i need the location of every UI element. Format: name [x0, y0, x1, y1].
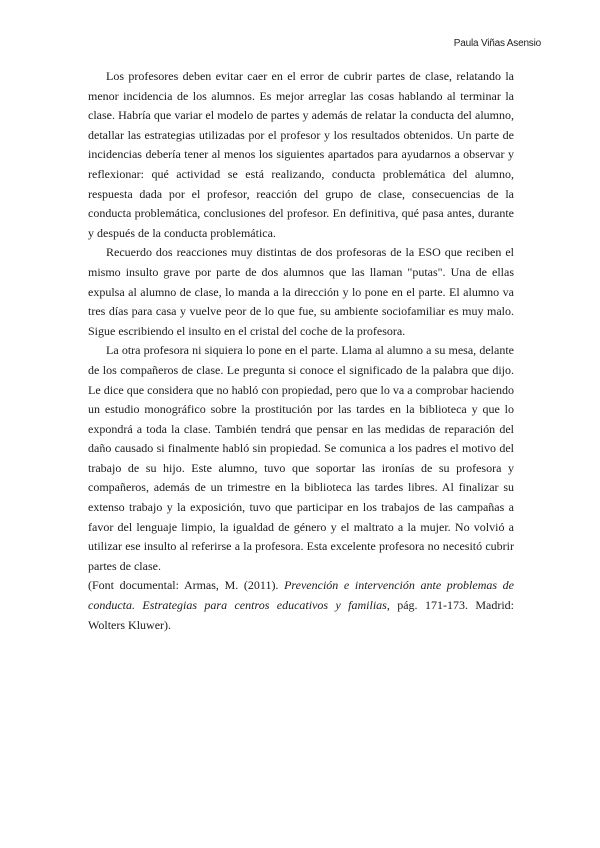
body-text [88, 67, 514, 635]
paragraph-3: La otra profesora ni siquiera lo pone en el parte. Llama al alumno a su mesa, delante de los compañeros de clase. Le pregunta si conoce el significado de la palabra que dijo. Le dice que considera que no habló con propiedad, pero que lo va a comprobar haciendo un estudio monográfico sobre la prostitución por las tardes en la biblioteca y que lo expondrá a toda la clase. También tendrá que pensar en las medidas de reparación del daño causado si finalmente habló sin propiedad. Se comunica a los padres el motivo del trabajo de su hijo. Este alumno, tuvo que soportar las ironías de su profesora y compañeros, además de un trimestre en la biblioteca las tardes libres. Al finalizar su extenso trabajo y la exposición, tuvo que participar en los trabajos de las campañas a favor del lenguaje limpio, la igualdad de género y el maltrato a la mujer. No volvió a utilizar ese insulto al referirse a la profesora. Esta excelente profesora no necesitó cubrir partes de clase. [88, 343, 514, 573]
paragraph-2: Recuerdo dos reacciones muy distintas de dos profesoras de la ESO que reciben el mismo insulto grave por parte de dos alumnos que las llaman "putas". Una de ellas expulsa al alumno de clase, lo manda a la dirección y lo pone en el parte. El alumno va tres días para casa y vuelve peor de lo que fue, su ambiente sociofamiliar es muy malo. Sigue escribiendo el insulto en el cristal del coche de la profesora. [88, 245, 514, 338]
source-title: Prevención e intervención ante problemas de conducta. Estrategias para centros educativos y familias [88, 578, 514, 613]
source-suffix: , pág. 171-173. Madrid: Wolters Kluwer). [88, 598, 514, 632]
source-citation [88, 576, 514, 635]
source-prefix: (Font documental: Armas, M. (2011). [88, 578, 285, 593]
paragraph-1: Los profesores deben evitar caer en el error de cubrir partes de clase, relatando la menor incidencia de los alumnos. Es mejor arreglar las cosas hablando al terminar la clase. Habría que variar el modelo de partes y además de relatar la conducta del alumno, detallar las estrategias utilizadas por el profesor y los resultados obtenidos. Un parte de incidencias debería tener al menos los siguientes apartados para ayudarnos a observar y reflexionar: qué actividad se está realizando, conducta problemática del alumno, respuesta dada por el profesor, reacción del grupo de clase, consecuencias de la conducta problemática, conclusiones del profesor. En definitiva, qué pasa antes, durante y después de la conducta problemática. [88, 69, 514, 240]
header-author: Paula Viñas Asensio [453, 38, 541, 49]
